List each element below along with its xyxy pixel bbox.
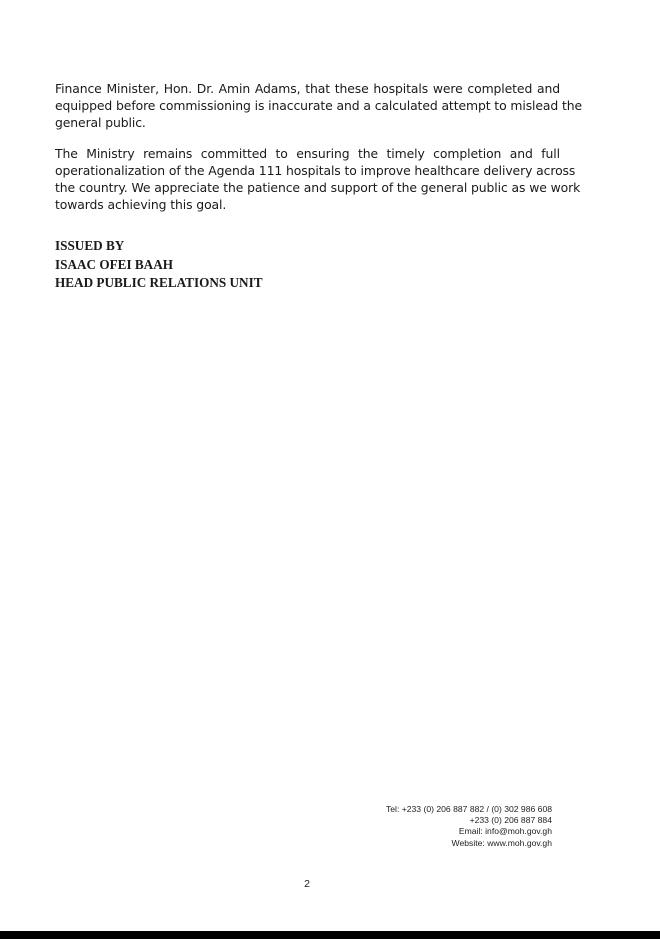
paragraph-line: equipped before commissioning is inaccurate and a calculated attempt to mislead the — [55, 98, 583, 113]
paragraph-line: The Ministry remains committed to ensuring the timely completion and full — [55, 146, 560, 161]
signatory-title: HEAD PUBLIC RELATIONS UNIT — [55, 275, 263, 290]
contact-block — [386, 804, 552, 849]
paragraph-line: Finance Minister, Hon. Dr. Amin Adams, that these hospitals were completed and — [55, 81, 560, 96]
scan-bottom-border — [0, 931, 660, 939]
paragraph-line: operationalization of the Agenda 111 hospitals to improve healthcare delivery across — [55, 163, 576, 178]
paragraph-line: the country. We appreciate the patience and support of the general public as we work — [55, 180, 581, 195]
website-line: Website: www.moh.gov.gh — [451, 837, 552, 848]
paragraph-line: general public. — [55, 115, 146, 130]
body-paragraph-2 — [55, 145, 581, 213]
page-number: 2 — [304, 878, 310, 890]
signature-block — [55, 237, 263, 293]
email-line: Email: info@moh.gov.gh — [458, 826, 552, 837]
telephone-line-2: +233 (0) 206 887 884 — [469, 815, 552, 826]
body-paragraph-1 — [55, 80, 583, 131]
issued-by-label: ISSUED BY — [55, 238, 125, 253]
paragraph-line: towards achieving this goal. — [55, 197, 227, 212]
signatory-name: ISAAC OFEI BAAH — [55, 256, 173, 272]
telephone-line-1: Tel: +233 (0) 206 887 882 / (0) 302 986 608 — [385, 804, 552, 814]
